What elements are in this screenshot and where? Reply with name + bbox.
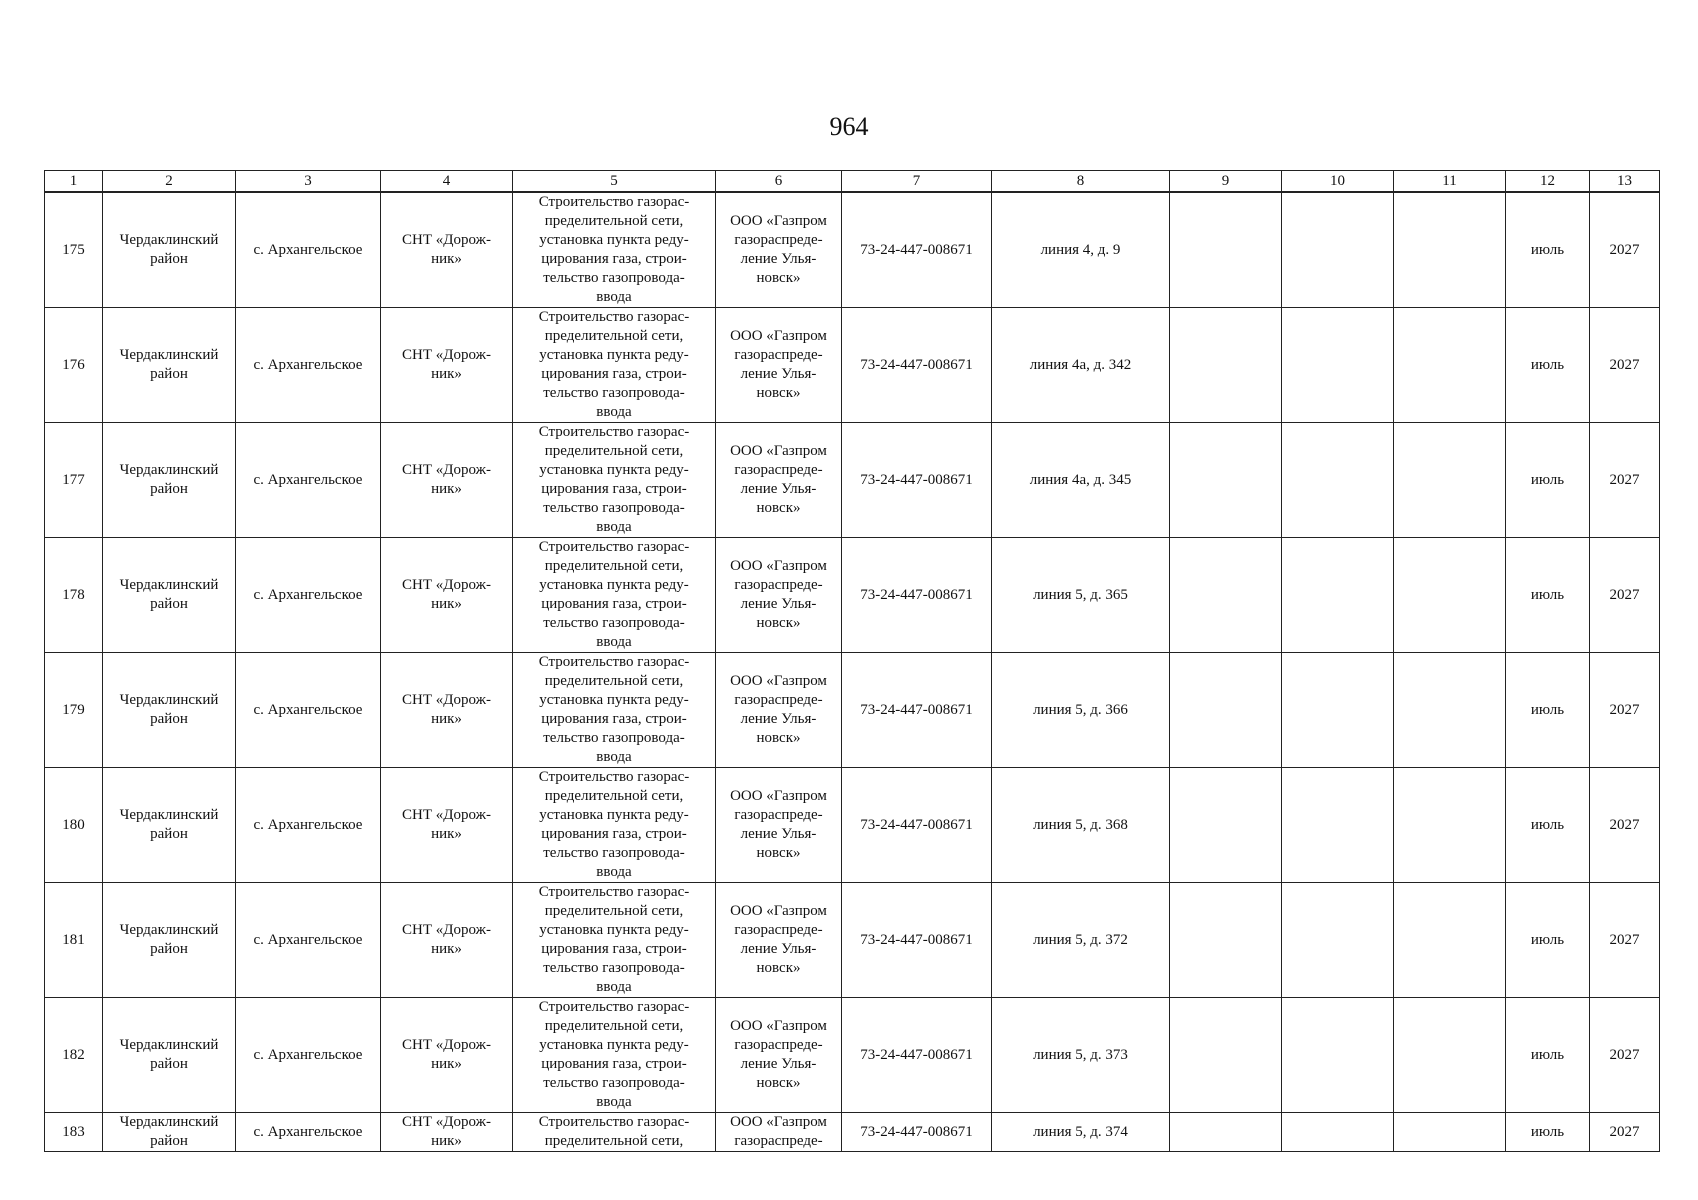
month-cell: июль — [1506, 998, 1590, 1113]
col10-cell — [1282, 192, 1394, 308]
gasification-table — [44, 170, 1660, 1152]
col9-cell — [1170, 1113, 1282, 1152]
object-cell: СНТ «Дорож- ник» — [381, 998, 513, 1113]
col10-cell — [1282, 998, 1394, 1113]
header-cell: 7 — [842, 171, 992, 193]
year-cell: 2027 — [1590, 998, 1660, 1113]
object-cell: СНТ «Дорож- ник» — [381, 768, 513, 883]
code-cell: 73-24-447-008671 — [842, 998, 992, 1113]
row-number: 175 — [45, 192, 103, 308]
col10-cell — [1282, 883, 1394, 998]
district-cell: Чердаклинский район — [103, 1113, 236, 1152]
object-cell: СНТ «Дорож- ник» — [381, 538, 513, 653]
work-description-cell: Строительство газорас- пределительной сети, установка пункта реду- цирования газа, строи- тельство газопровода- ввода — [513, 538, 716, 653]
settlement-cell: с. Архангельское — [236, 653, 381, 768]
row-number: 177 — [45, 423, 103, 538]
table-row — [45, 653, 1660, 768]
col11-cell — [1394, 423, 1506, 538]
header-cell: 13 — [1590, 171, 1660, 193]
object-cell: СНТ «Дорож- ник» — [381, 653, 513, 768]
header-cell: 1 — [45, 171, 103, 193]
settlement-cell: с. Архангельское — [236, 768, 381, 883]
table-row — [45, 768, 1660, 883]
year-cell: 2027 — [1590, 1113, 1660, 1152]
header-cell: 4 — [381, 171, 513, 193]
header-cell: 6 — [716, 171, 842, 193]
col11-cell — [1394, 192, 1506, 308]
table-row — [45, 192, 1660, 308]
organization-cell: ООО «Газпром газораспреде- — [716, 1113, 842, 1152]
organization-cell: ООО «Газпром газораспреде- ление Улья- новск» — [716, 192, 842, 308]
header-cell: 10 — [1282, 171, 1394, 193]
header-cell: 3 — [236, 171, 381, 193]
address-cell: линия 5, д. 366 — [992, 653, 1170, 768]
object-cell: СНТ «Дорож- ник» — [381, 423, 513, 538]
address-cell: линия 5, д. 365 — [992, 538, 1170, 653]
col9-cell — [1170, 998, 1282, 1113]
col11-cell — [1394, 308, 1506, 423]
month-cell: июль — [1506, 538, 1590, 653]
col9-cell — [1170, 308, 1282, 423]
header-cell: 2 — [103, 171, 236, 193]
work-description-cell: Строительство газорас- пределительной сети, установка пункта реду- цирования газа, строи- тельство газопровода- ввода — [513, 423, 716, 538]
address-cell: линия 4, д. 9 — [992, 192, 1170, 308]
organization-cell: ООО «Газпром газораспреде- ление Улья- новск» — [716, 653, 842, 768]
organization-cell: ООО «Газпром газораспреде- ление Улья- новск» — [716, 308, 842, 423]
work-description-cell: Строительство газорас- пределительной сети, установка пункта реду- цирования газа, строи- тельство газопровода- ввода — [513, 883, 716, 998]
row-number: 176 — [45, 308, 103, 423]
district-cell: Чердаклинский район — [103, 308, 236, 423]
header-cell: 12 — [1506, 171, 1590, 193]
settlement-cell: с. Архангельское — [236, 423, 381, 538]
header-cell: 11 — [1394, 171, 1506, 193]
organization-cell: ООО «Газпром газораспреде- ление Улья- новск» — [716, 423, 842, 538]
row-number: 180 — [45, 768, 103, 883]
col10-cell — [1282, 538, 1394, 653]
month-cell: июль — [1506, 192, 1590, 308]
row-number: 183 — [45, 1113, 103, 1152]
district-cell: Чердаклинский район — [103, 423, 236, 538]
organization-cell: ООО «Газпром газораспреде- ление Улья- новск» — [716, 883, 842, 998]
year-cell: 2027 — [1590, 883, 1660, 998]
settlement-cell: с. Архангельское — [236, 308, 381, 423]
col9-cell — [1170, 768, 1282, 883]
district-cell: Чердаклинский район — [103, 768, 236, 883]
col9-cell — [1170, 192, 1282, 308]
district-cell: Чердаклинский район — [103, 883, 236, 998]
work-description-cell: Строительство газорас- пределительной сети, установка пункта реду- цирования газа, строи- тельство газопровода- ввода — [513, 192, 716, 308]
work-description-cell: Строительство газорас- пределительной сети, — [513, 1113, 716, 1152]
header-cell: 5 — [513, 171, 716, 193]
col10-cell — [1282, 308, 1394, 423]
work-description-cell: Строительство газорас- пределительной сети, установка пункта реду- цирования газа, строи- тельство газопровода- ввода — [513, 998, 716, 1113]
address-cell: линия 4а, д. 342 — [992, 308, 1170, 423]
year-cell: 2027 — [1590, 653, 1660, 768]
work-description-cell: Строительство газорас- пределительной сети, установка пункта реду- цирования газа, строи- тельство газопровода- ввода — [513, 768, 716, 883]
year-cell: 2027 — [1590, 308, 1660, 423]
col9-cell — [1170, 538, 1282, 653]
month-cell: июль — [1506, 653, 1590, 768]
year-cell: 2027 — [1590, 423, 1660, 538]
address-cell: линия 5, д. 368 — [992, 768, 1170, 883]
settlement-cell: с. Архангельское — [236, 538, 381, 653]
row-number: 182 — [45, 998, 103, 1113]
row-number: 179 — [45, 653, 103, 768]
col11-cell — [1394, 1113, 1506, 1152]
organization-cell: ООО «Газпром газораспреде- ление Улья- новск» — [716, 538, 842, 653]
header-row — [45, 171, 1660, 193]
code-cell: 73-24-447-008671 — [842, 768, 992, 883]
object-cell: СНТ «Дорож- ник» — [381, 192, 513, 308]
settlement-cell: с. Архангельское — [236, 883, 381, 998]
address-cell: линия 5, д. 374 — [992, 1113, 1170, 1152]
table-row — [45, 883, 1660, 998]
district-cell: Чердаклинский район — [103, 998, 236, 1113]
month-cell: июль — [1506, 1113, 1590, 1152]
col10-cell — [1282, 1113, 1394, 1152]
settlement-cell: с. Архангельское — [236, 1113, 381, 1152]
month-cell: июль — [1506, 308, 1590, 423]
year-cell: 2027 — [1590, 768, 1660, 883]
header-cell: 9 — [1170, 171, 1282, 193]
work-description-cell: Строительство газорас- пределительной сети, установка пункта реду- цирования газа, строи- тельство газопровода- ввода — [513, 308, 716, 423]
table-row — [45, 308, 1660, 423]
object-cell: СНТ «Дорож- ник» — [381, 308, 513, 423]
col11-cell — [1394, 768, 1506, 883]
district-cell: Чердаклинский район — [103, 653, 236, 768]
col11-cell — [1394, 998, 1506, 1113]
code-cell: 73-24-447-008671 — [842, 192, 992, 308]
table-row — [45, 538, 1660, 653]
organization-cell: ООО «Газпром газораспреде- ление Улья- новск» — [716, 768, 842, 883]
month-cell: июль — [1506, 423, 1590, 538]
code-cell: 73-24-447-008671 — [842, 1113, 992, 1152]
col11-cell — [1394, 538, 1506, 653]
col9-cell — [1170, 423, 1282, 538]
district-cell: Чердаклинский район — [103, 538, 236, 653]
header-cell: 8 — [992, 171, 1170, 193]
code-cell: 73-24-447-008671 — [842, 423, 992, 538]
month-cell: июль — [1506, 768, 1590, 883]
code-cell: 73-24-447-008671 — [842, 538, 992, 653]
settlement-cell: с. Архангельское — [236, 998, 381, 1113]
col10-cell — [1282, 653, 1394, 768]
work-description-cell: Строительство газорас- пределительной сети, установка пункта реду- цирования газа, строи- тельство газопровода- ввода — [513, 653, 716, 768]
col10-cell — [1282, 768, 1394, 883]
col11-cell — [1394, 653, 1506, 768]
row-number: 181 — [45, 883, 103, 998]
object-cell: СНТ «Дорож- ник» — [381, 1113, 513, 1152]
col10-cell — [1282, 423, 1394, 538]
table-row — [45, 998, 1660, 1113]
table-row — [45, 423, 1660, 538]
code-cell: 73-24-447-008671 — [842, 308, 992, 423]
col9-cell — [1170, 883, 1282, 998]
col11-cell — [1394, 883, 1506, 998]
address-cell: линия 5, д. 373 — [992, 998, 1170, 1113]
col9-cell — [1170, 653, 1282, 768]
table-row — [45, 1113, 1660, 1152]
row-number: 178 — [45, 538, 103, 653]
code-cell: 73-24-447-008671 — [842, 653, 992, 768]
address-cell: линия 4а, д. 345 — [992, 423, 1170, 538]
month-cell: июль — [1506, 883, 1590, 998]
district-cell: Чердаклинский район — [103, 192, 236, 308]
page-number: 964 — [829, 112, 869, 141]
object-cell: СНТ «Дорож- ник» — [381, 883, 513, 998]
year-cell: 2027 — [1590, 192, 1660, 308]
settlement-cell: с. Архангельское — [236, 192, 381, 308]
address-cell: линия 5, д. 372 — [992, 883, 1170, 998]
year-cell: 2027 — [1590, 538, 1660, 653]
code-cell: 73-24-447-008671 — [842, 883, 992, 998]
organization-cell: ООО «Газпром газораспреде- ление Улья- новск» — [716, 998, 842, 1113]
